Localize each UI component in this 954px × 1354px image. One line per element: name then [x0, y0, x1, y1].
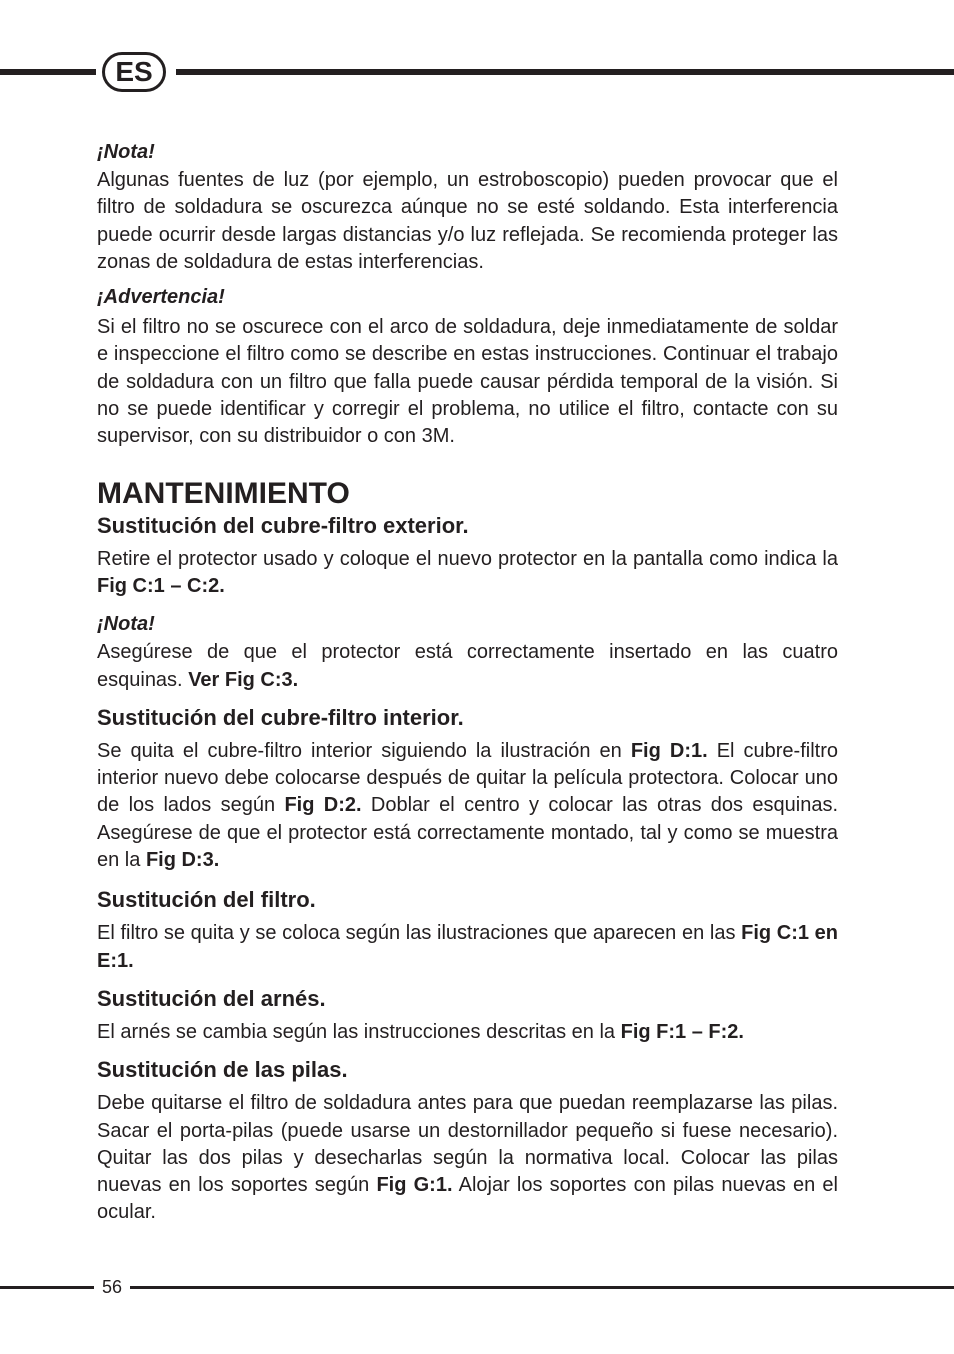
figure-reference: Fig F:1 – F:2. [620, 1020, 744, 1043]
note-2-text: Asegúrese de que el protector está correctamente insertado en las cuatro esquinas. [97, 641, 838, 691]
page-number: 56 [102, 1277, 123, 1297]
section-heading: MANTENIMIENTO [97, 476, 350, 510]
figure-reference: Fig C:1 en E:1. [97, 922, 839, 972]
outer-cover-paragraph [97, 546, 838, 601]
figure-reference: Fig D:2. [284, 794, 362, 817]
subsection-heading-batteries: Sustitución de las pilas. [97, 1057, 348, 1083]
subsection-heading-harness: Sustitución del arnés. [97, 985, 326, 1011]
warning-paragraph: Si el filtro no se oscurece con el arco de soldadura, deje inmediatamente de soldar e inspeccione el filtro como se describe en estas instrucciones. Continuar el trabajo de soldadura con un filtro que falla puede causar pérdida temporal de la visión. Si no se puede identificar y corregir el problema, no utilice el filtro, contacte con su supervisor, con su distribuidor o con 3M. [97, 316, 838, 448]
batteries-text-1: Debe quitarse el filtro de soldadura antes para que puedan reemplazarse las pilas. Sacar el porta-pilas (puede usarse un destornillador pequeño si fuese necesario). Quitar las dos pilas y desecharlas según la normativa local. Colocar las pilas nuevas en los soportes según [97, 1092, 838, 1197]
filter-text: El filtro se quita y se coloca según las ilustraciones que aparecen en las [97, 922, 736, 945]
header-rule-left [0, 69, 96, 75]
inner-cover-text-2: El cubre-filtro interior nuevo debe colocarse después de quitar la película protectora. Colocar uno de los lados según [97, 739, 838, 817]
figure-reference: Ver Fig C:3. [188, 668, 299, 691]
batteries-paragraph [97, 1090, 838, 1226]
inner-cover-text-3: Doblar el centro y colocar las otras dos esquinas. Asegúrese de que el protector está correctamente montado, tal y como se muestra en la [97, 794, 839, 872]
note-title: ¡Nota! [97, 141, 155, 163]
figure-reference: Fig G:1. [376, 1174, 453, 1197]
footer-rule-right [130, 1286, 954, 1289]
harness-text: El arnés se cambia según las instrucciones descritas en la [97, 1020, 616, 1043]
note-paragraph-2 [97, 639, 838, 694]
figure-reference: Fig D:1. [630, 739, 708, 762]
warning-title: ¡Advertencia! [97, 286, 225, 309]
header-rule-right [176, 69, 954, 75]
subsection-heading-filter: Sustitución del filtro. [97, 887, 316, 913]
subsection-heading-outer-cover: Sustitución del cubre-filtro exterior. [97, 512, 469, 538]
figure-reference: Fig D:3. [145, 849, 220, 872]
language-badge-label: ES [115, 56, 153, 87]
inner-cover-text-1: Se quita el cubre-filtro interior siguiendo la ilustración en [97, 739, 622, 762]
note-paragraph: Algunas fuentes de luz (por ejemplo, un estroboscopio) pueden provocar que el filtro de soldadura se oscurezca aúnque no se esté soldando. Esta interferencia puede ocurrir desde largas distancias y/o luz reflejada. Se recomienda proteger las zonas de soldadura de estas interferencias. [97, 169, 838, 273]
outer-cover-text: Retire el protector usado y coloque el nuevo protector en la pantalla como indica la [97, 547, 838, 570]
inner-cover-paragraph [97, 738, 838, 874]
footer-rule-left [0, 1286, 94, 1289]
filter-paragraph [97, 920, 838, 975]
page-content [97, 140, 838, 1227]
harness-paragraph [97, 1019, 838, 1046]
figure-reference: Fig C:1 – C:2. [97, 574, 225, 597]
batteries-text-2: Alojar los soportes con pilas nuevas en el ocular. [97, 1174, 838, 1224]
subsection-heading-inner-cover: Sustitución del cubre-filtro interior. [97, 704, 464, 730]
language-badge [102, 52, 166, 92]
note-title-2: ¡Nota! [97, 613, 155, 636]
